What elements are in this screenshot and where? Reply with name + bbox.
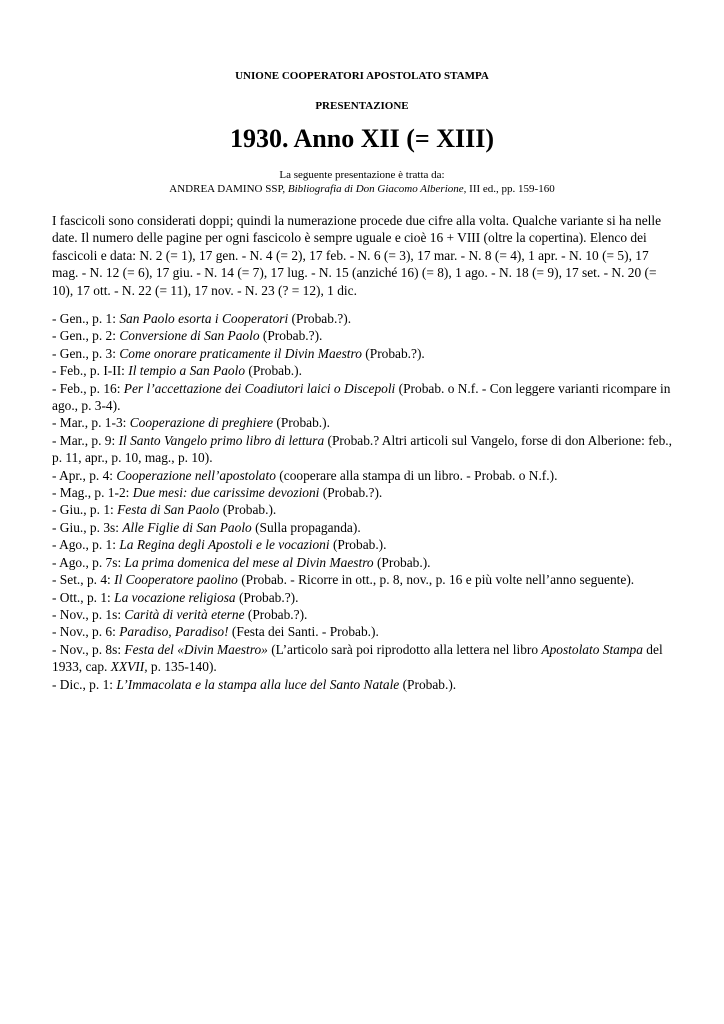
list-item xyxy=(52,432,676,467)
entry-note-end: p. 135-140). xyxy=(147,659,217,675)
entry-ref: - Feb., p. 16: xyxy=(52,380,124,396)
list-item xyxy=(52,501,676,518)
entry-title: Paradiso, Paradiso! xyxy=(119,624,229,640)
entry-ref: - Apr., p. 4: xyxy=(52,467,117,483)
list-item xyxy=(52,571,676,588)
entry-title: Festa del «Divin Maestro» xyxy=(124,641,268,657)
list-item xyxy=(52,623,676,640)
section-heading: PRESENTAZIONE xyxy=(315,100,409,112)
source-intro-line: La seguente presentazione è tratta da: xyxy=(279,169,445,181)
entry-ref: - Nov., p. 8s: xyxy=(52,641,125,657)
entry-ref: - Dic., p. 1: xyxy=(52,676,117,692)
list-item xyxy=(52,414,676,431)
list-item xyxy=(52,589,676,606)
list-item xyxy=(52,519,676,536)
entry-ref: - Mag., p. 1-2: xyxy=(52,485,133,501)
entry-title: Come onorare praticamente il Divin Maestro xyxy=(119,345,362,361)
entry-note-continued: del 1933, cap. xyxy=(52,641,663,675)
source-edition: III ed., pp. 159-160 xyxy=(466,183,555,195)
entry-note: (Festa dei Santi. - Probab.). xyxy=(228,624,379,640)
source-author: ANDREA DAMINO SSP, xyxy=(169,183,288,195)
entry-chapter: XXVII, xyxy=(110,659,148,675)
entry-title: L’Immacolata e la stampa alla luce del Santo Natale xyxy=(116,676,400,692)
entry-ref: - Gen., p. 2: xyxy=(52,328,120,344)
entry-note: (Probab.?). xyxy=(288,311,352,326)
entry-title: Due mesi: due carissime devozioni xyxy=(132,485,320,501)
entry-ref: - Gen., p. 1: xyxy=(52,311,120,326)
entry-title: Per l’accettazione dei Coadiutori laici o Discepoli xyxy=(123,380,396,396)
entry-note: (Probab.). xyxy=(399,676,457,692)
entry-book-title: Apostolato Stampa xyxy=(541,641,643,657)
list-item xyxy=(52,310,676,327)
article-list xyxy=(52,310,676,693)
intro-paragraph: I fascicoli sono considerati doppi; quindi la numerazione procede due cifre alla volta. Qualche variante si ha nelle date. Il numero delle pagine per ogni fascicolo è sempre uguale e cioè 16 + VIII (oltre la copertina). Elenco dei fascicoli e data: N. 2 (= 1), 17 gen. - N. 4 (= 2), 17 feb. - N. 6 (= 3), 17 mar. - N. 8 (= 4), 1 apr. - N. 10 (= 5), 17 mag. - N. 12 (= 6), 17 giu. - N. 14 (= 7), 17 lug. - N. 15 (anziché 16) (= 8), 1 ago. - N. 18 (= 9), 17 set. - N. 20 (= 10), 17 ott. - N. 22 (= 11), 17 nov. - N. 23 (? = 12), 1 dic. xyxy=(52,213,662,298)
entry-ref: - Ago., p. 7s: xyxy=(52,554,125,570)
list-item xyxy=(52,484,676,501)
entry-note: (Probab.). xyxy=(373,554,431,570)
entry-note: (Probab. - Ricorre in ott., p. 8, nov., p. 16 e più volte nell’anno seguente). xyxy=(237,572,635,588)
entry-ref: - Nov., p. 1s: xyxy=(52,606,125,622)
list-item xyxy=(52,536,676,553)
entry-note: (cooperare alla stampa di un libro. - Probab. o N.f.). xyxy=(275,467,558,483)
entry-ref: - Mar., p. 1-3: xyxy=(52,415,130,431)
entry-title: Il Cooperatore paolino xyxy=(114,572,238,588)
entry-note: (Probab.?). xyxy=(244,606,308,622)
entry-note: (L’articolo sarà poi riprodotto alla lettera nel libro xyxy=(267,641,542,657)
entry-note: (Probab.?). xyxy=(319,485,383,501)
entry-title: La prima domenica del mese al Divin Maestro xyxy=(124,554,374,570)
entry-note: (Probab.?). xyxy=(259,328,323,344)
entry-note: (Probab.). xyxy=(273,415,330,431)
list-item xyxy=(52,380,676,415)
list-item xyxy=(52,345,676,362)
entry-ref: - Gen., p. 3: xyxy=(52,345,120,361)
source-reference-line xyxy=(0,182,724,196)
source-citation xyxy=(0,168,724,196)
list-item xyxy=(52,641,676,676)
entry-ref: - Set., p. 4: xyxy=(52,572,115,588)
entry-ref: - Giu., p. 3s: xyxy=(52,519,123,535)
entry-title: Il Santo Vangelo primo libro di lettura xyxy=(118,432,325,448)
entry-ref: - Ott., p. 1: xyxy=(52,589,115,605)
entry-note: (Sulla propaganda). xyxy=(251,519,361,535)
list-item xyxy=(52,606,676,623)
list-item xyxy=(52,554,676,571)
entry-title: Conversione di San Paolo xyxy=(119,328,260,344)
entry-note: (Probab.?). xyxy=(235,589,299,605)
source-book-title: Bibliografia di Don Giacomo Alberione, xyxy=(287,183,467,195)
entry-title: Alle Figlie di San Paolo xyxy=(122,519,252,535)
entry-title: Carità di verità eterne xyxy=(124,606,245,622)
list-item xyxy=(52,467,676,484)
entry-note: (Probab.?). xyxy=(361,345,425,361)
entry-ref: - Ago., p. 1: xyxy=(52,537,120,553)
list-item xyxy=(52,676,676,693)
entry-note: (Probab.? Altri articoli sul Vangelo, forse di don Alberione: feb., p. 11, apr., p. 10, mag., p. 10). xyxy=(52,432,672,466)
entry-ref: - Feb., p. I-II: xyxy=(52,363,129,379)
entry-ref: - Giu., p. 1: xyxy=(52,502,118,518)
organization-heading: UNIONE COOPERATORI APOSTOLATO STAMPA xyxy=(235,70,489,82)
list-item xyxy=(52,362,676,379)
entry-title: San Paolo esorta i Cooperatori xyxy=(119,311,289,326)
entry-title: La vocazione religiosa xyxy=(114,589,236,605)
entry-note: (Probab.). xyxy=(245,363,302,379)
entry-title: Cooperazione di preghiere xyxy=(129,415,274,431)
entry-title: Cooperazione nell’apostolato xyxy=(116,467,276,483)
entry-title: La Regina degli Apostoli e le vocazioni xyxy=(119,537,330,553)
page-title: 1930. Anno XII (= XIII) xyxy=(229,124,495,153)
entry-title: Festa di San Paolo xyxy=(117,502,220,518)
list-item xyxy=(52,327,676,344)
entry-ref: - Nov., p. 6: xyxy=(52,624,120,640)
entry-ref: - Mar., p. 9: xyxy=(52,432,119,448)
entry-title: Il tempio a San Paolo xyxy=(128,363,246,379)
entry-note: (Probab.). xyxy=(219,502,277,518)
entry-note: (Probab. o N.f. - Con leggere varianti ricompare in ago., p. 3-4). xyxy=(52,380,671,414)
entry-note: (Probab.). xyxy=(329,537,387,553)
